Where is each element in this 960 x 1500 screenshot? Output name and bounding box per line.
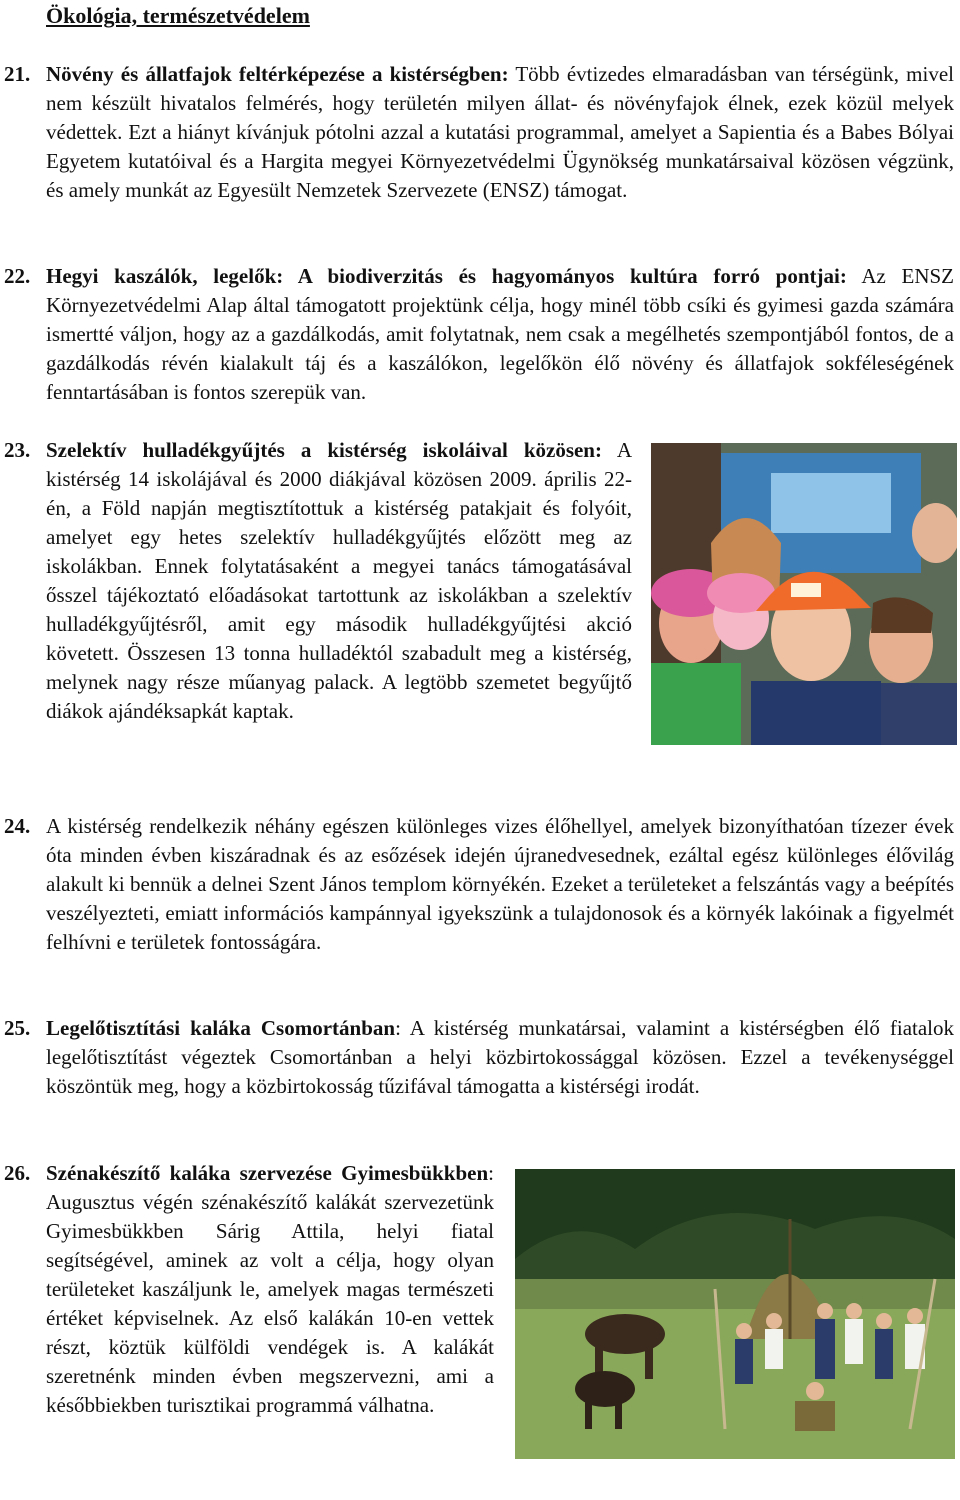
item-text: Több évtizedes elmaradásban van térségünk, mivel nem készült hivatalos felmérés, hogy területén milyen állat- és növényfajok élnek, ezek közül melyek védettek. Ezt a hiányt kívánjuk pótolni azzal a kutatási programmal, amelyet a Sapientia és a Babes Bólyai Egyetem kutatóival és a Hargita megyei Környezetvédelmi Ügynökség munkatársaival közösen végzünk, és amely munkát az Egyesült Nemzetek Szervezete (ENSZ) támogat. <box>46 62 954 202</box>
item-text: Az ENSZ Környezetvédelmi Alap által támogatott projektünk célja, hogy minél több csíki és gyimesi gazda számára ismertté váljon, hogy az a gazdálkodás, amit folytatnak, nem csak a megélhetés szempontjából fontos, de a gazdálkodás révén kialakult táj és a kaszálókon, legelőkön élő növény és állatfajok sokféleségének fenntartásában is fontos szerepük van. <box>46 264 955 404</box>
item-number: 24. <box>4 814 31 838</box>
section-title: Ökológia, természetvédelem <box>46 3 310 28</box>
item-text: A kistérség rendelkezik néhány egészen különleges vizes élőhellyel, amelyek bizonyíthatóan tízezer évek óta minden évben kiszáradnak és az esőzések idején újranedvesednek, ezáltal egész különleges élővilág alakult ki bennük a delnei Szent János templom környékén. Ezeket a területeket a felszántás vagy a beépítés veszélyezteti, emiatt információs kampánnyal igyekszünk a tulajdonosok és a környék lakóinak a figyelmét felhívni e területek fontosságára. <box>46 814 954 954</box>
list-item-22 <box>0 262 954 407</box>
item-heading: Szelektív hulladékgyűjtés a kistérség iskoláival közösen: <box>46 438 602 462</box>
item-number: 25. <box>4 1016 31 1040</box>
item-heading: Növény és állatfajok feltérképezése a kistérségben: <box>46 62 509 86</box>
list-item-25 <box>0 1014 954 1101</box>
list-item-21 <box>0 60 954 205</box>
list-item-26 <box>0 1159 494 1420</box>
item-heading: Hegyi kaszálók, legelők: A biodiverzitás és hagyományos kultúra forró pontjai: <box>46 264 847 288</box>
item-heading: Legelőtisztítási kaláka Csomortánban <box>46 1016 396 1040</box>
item-number: 26. <box>4 1161 31 1185</box>
children-photo <box>651 443 957 745</box>
item-number: 21. <box>4 62 31 86</box>
item-number: 22. <box>4 264 31 288</box>
item-text: : A kistérség munkatársai, valamint a kistérségben élő fiatalok legelőtisztítást végeztek Csomortánban a helyi közbirtokossággal közösen. Ezzel a tevékenységgel köszöntük meg, hogy a közbirtokosság tűzifával támogatta a kistérségi irodát. <box>46 1016 955 1098</box>
list-item-24 <box>0 812 954 957</box>
item-heading: Szénakészítő kaláka szervezése Gyimesbükkben <box>46 1161 489 1185</box>
item-text: A kistérség 14 iskolájával és 2000 diákjával közösen 2009. április 22-én, a Föld napján megtisztítottuk a kistérség patakjait és folyóit, amelyet egy hetes szelektív hulladékgyűjtés előzött meg az iskolákban. Ennek folytatásaként a megyei tanács támogatásával ősszel tájékoztató előadásokat tartottunk az iskolákban a szelektív hulladékgyűjtésről, amit egy második hulladékgyűjtési akció követett. Összesen 13 tonna hulladéktól szabadult meg a kistérség, melynek nagy része műanyag palack. A legtöbb szemetet begyűjtő diákok ajándéksapkát kaptak. <box>46 438 632 723</box>
item-text: : Augusztus végén szénakészítő kalákát szervezetünk Gyimesbükkben Sárig Attila, helyi fiatal segítségével, aminek az volt a célja, hogy olyan területeket kaszáljunk le, amelyek magas természeti értéket képviselnek. Az első kalákán 10-en vettek részt, köztük külföldi vendégek is. A kalákát szeretnénk minden évben megszervezni, ami a későbbiekben turisztikai programmá válhatna. <box>46 1161 494 1417</box>
haymaking-photo <box>515 1169 955 1459</box>
item-number: 23. <box>4 438 31 462</box>
list-item-23 <box>0 436 632 726</box>
